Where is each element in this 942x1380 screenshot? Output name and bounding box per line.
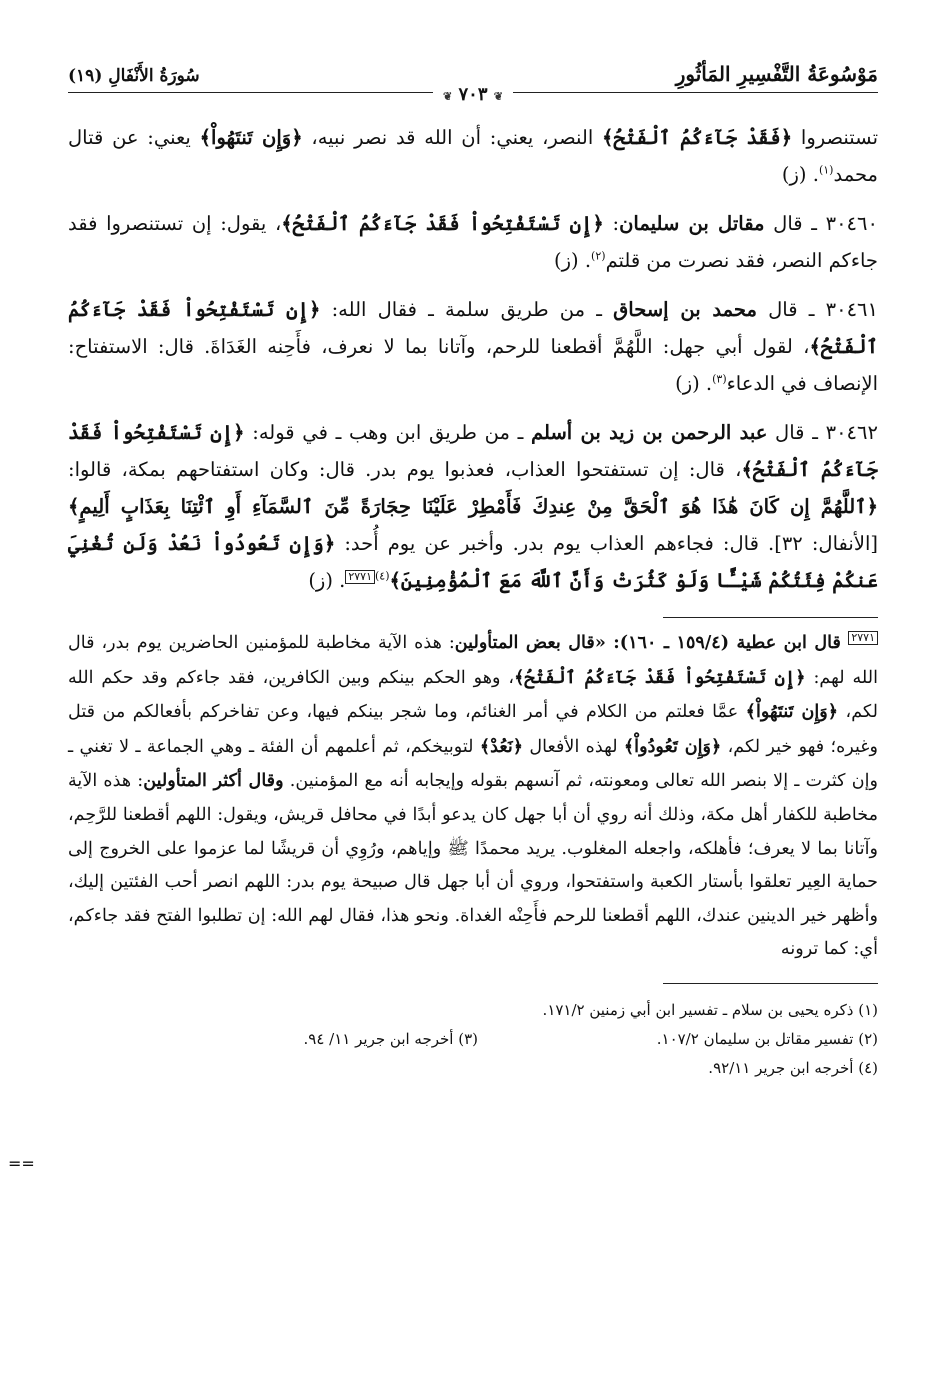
footnote-ref: (٢) [591, 249, 606, 263]
text-run: ٣٠٤٦٢ ـ قال [767, 421, 878, 444]
footnote-ref: (١) [818, 163, 834, 177]
footnote-3: (٣) أخرجه ابن جرير ١١/ ٩٤. [303, 1029, 478, 1048]
paragraph [68, 414, 878, 599]
commentary-ref-box: ٢٧٧١ [345, 570, 375, 584]
text-run: : هذه الآية مخاطبة للكفار أهل مكة، وذلك أنه روي أن أبا جهل كان يدعو أبدًا في محافل قريش، ويقول: اللهم أقطعنا للرَّحِم، وآتانا بما لا يعرف؛ فأهلكه، واجعله المغلوب. يريد محمدًا ﷺ وإياهم، ورُوِي أن قريشًا لما عزموا على الخروج إلى حماية العِير تعلقوا بأستار الكعبة واستفتحوا، وروي أن أبا جهل قال صبيحة يوم بدر: اللهم انصر أحب الفئتين إليك، وأظهر خير الدينين عندك، اللهم أقطعنا للرحم فأَحِنْه الغداة. ونحو هذا، فقال لهم الله: إن تطلبوا الفتح فقد جاءكم، أي: كما ترونه [68, 771, 878, 960]
text-run: لتوبيخكم، ثم أعلمهم أن الفئة ـ وهي الجماعة ـ لا تغني ـ وإن كثرت ـ إلا بنصر الله تعالى ومعونته، ثم آنسهم بقوله وإيجابه أنه مع المؤمنين. [68, 736, 878, 792]
text-run: : هذه الآية مخاطبة للمؤمنين الحاضرين يوم بدر، قال الله لهم: [68, 633, 878, 688]
quran-verse: ﴿فَقَدْ جَآءَكُمُ ٱلْفَتْحُ﴾ [602, 126, 793, 149]
narrator-name: وقال أكثر المتأولين [143, 770, 284, 792]
text-run: ، يقول: إن تستنصروا فقد جاءكم النصر، فقد نصرت من قلتم [68, 212, 878, 272]
footnote-ref: (٤) [374, 569, 390, 583]
ornament-icon: ❦ [442, 90, 453, 103]
quran-verse: ﴿نَعُدْ﴾ [479, 735, 524, 757]
text-run: لهذه الأفعال [523, 736, 624, 757]
footnotes [68, 996, 878, 1083]
footnote-2: (٢) تفسير مقاتل بن سليمان ١٠٧/٢. [656, 1029, 878, 1048]
footnote-1: (١) ذكره يحيى بن سلام ـ تفسير ابن أبي زمنين ١٧١/٢. [542, 1000, 878, 1019]
commentary-separator [663, 617, 878, 618]
text-run: تستنصروا [792, 126, 878, 149]
quran-verse: ﴿وَإِن تَعُودُواْ﴾ [623, 735, 722, 757]
commentary-ref-box: ٢٧٧١ [848, 631, 878, 645]
quran-verse: ﴿وَإِن تَنتَهُواْ﴾ [745, 701, 839, 723]
text-run: . (ز) [308, 569, 346, 592]
paragraph [68, 291, 878, 402]
page-number-wrap [68, 84, 878, 105]
narrator-name: محمد بن إسحاق [613, 298, 757, 321]
text-run: ٣٠٤٦١ ـ قال [756, 298, 878, 321]
paragraph [68, 205, 878, 279]
quran-verse: ﴿إِن تَسْتَفْتِحُواْ فَقَدْ جَآءَكُمُ ٱلْفَتْحُ﴾ [514, 666, 806, 688]
text-run: ، لقول أبي جهل: اللَّهُمَّ أقطعنا للرحم، وآتانا بما لا نعرف، فأَحِنه الغَدَاةَ. قال: الاستفتاح: الإنصاف في الدعاء [68, 335, 878, 395]
quran-verse: ﴿إِن تَسْتَفْتِحُواْ فَقَدْ جَآءَكُمُ ٱلْفَتْحُ﴾ [68, 421, 878, 481]
text-run: ، قال: إن تستفتحوا العذاب، فعذبوا يوم بدر. قال: وكان استفتاحهم بمكة، قالوا: [68, 458, 742, 481]
main-text [68, 119, 878, 599]
text-run: [الأنفال: ٣٢]. قال: فجاءهم العذاب يوم بدر. وأخبر عن يوم أُحد: [335, 532, 878, 555]
quran-verse: ﴿إِن تَسْتَفْتِحُواْ فَقَدْ جَآءَكُمُ ٱلْفَتْحُ﴾ [68, 298, 878, 358]
quran-verse: ﴿وَإِن تَنتَهُواْ﴾ [199, 126, 303, 149]
encyclopedia-title: مَوْسُوعَةُ التَّفْسِيرِ المَأثُورِ [675, 62, 878, 86]
page [68, 62, 878, 1083]
commentary-note [68, 626, 878, 967]
footnote-4: (٤) أخرجه ابن جرير ٩٢/١١. [708, 1058, 878, 1077]
text-run: . (ز) [675, 372, 713, 395]
continuation-mark: == [8, 1154, 35, 1173]
page-header [68, 62, 878, 105]
text-run: ـ من طريق سلمة ـ فقال الله: [320, 298, 614, 321]
narrator-name: مقاتل بن سليمان [619, 212, 765, 235]
text-run: النصر، يعني: أن الله قد نصر نبيه، [302, 126, 603, 149]
text-run: ـ من طريق ابن وهب ـ في قوله: [244, 421, 532, 444]
surah-label: سُورَةُ الأَنْفَالِ (١٩) [68, 66, 200, 86]
paragraph [68, 119, 878, 193]
text-run: . (ز) [554, 249, 592, 272]
quran-verse: ﴿إِن تَسْتَفْتِحُواْ فَقَدْ جَآءَكُمُ ٱلْفَتْحُ﴾ [281, 212, 604, 235]
footnotes-separator [663, 983, 878, 984]
text-run: : [603, 212, 620, 235]
footnote-ref: (٣) [712, 372, 727, 386]
quran-verse: ﴿وَإِن تَعُودُواْ نَعُدْ وَلَن تُغْنِيَ عَنكُمْ فِئَتُكُمْ شَيْـًٔا وَلَوْ كَثُرَتْ وَأَنَّ ٱللَّهَ مَعَ ٱلْمُؤْمِنِينَ﴾ [68, 532, 878, 592]
ornament-icon: ❦ [493, 90, 503, 103]
text-run: عمَّا فعلتم من الكلام في أمر الغنائم، وما شجر بينكم فيها، وعن تفاخركم بأفعالكم من قتل وغيره؛ فهو خير لكم، [68, 702, 878, 757]
text-run: ٣٠٤٦٠ ـ قال [764, 212, 878, 235]
quran-verse: ﴿ٱللَّهُمَّ إِن كَانَ هَٰذَا هُوَ ٱلْحَقَّ مِنْ عِندِكَ فَأَمْطِرْ عَلَيْنَا حِجَارَةً مِّنَ ٱلسَّمَآءِ أَوِ ٱئْتِنَا بِعَذَابٍ أَلِيمٍ﴾ [68, 495, 878, 518]
narrator-name: قال ابن عطية (١٥٩/٤ ـ ١٦٠): «قال بعض المتأولين [454, 632, 849, 653]
text-run: ، وهو الحكم بينكم وبين الكافرين، فقد جاءكم وقد حكم الله لكم، [68, 667, 879, 723]
text-run: يعني: عن قتال محمد [68, 126, 878, 186]
text-run: . (ز) [781, 163, 819, 186]
page-number: ٧٠٣ [458, 84, 488, 105]
narrator-name: عبد الرحمن بن زيد بن أسلم [531, 421, 768, 444]
